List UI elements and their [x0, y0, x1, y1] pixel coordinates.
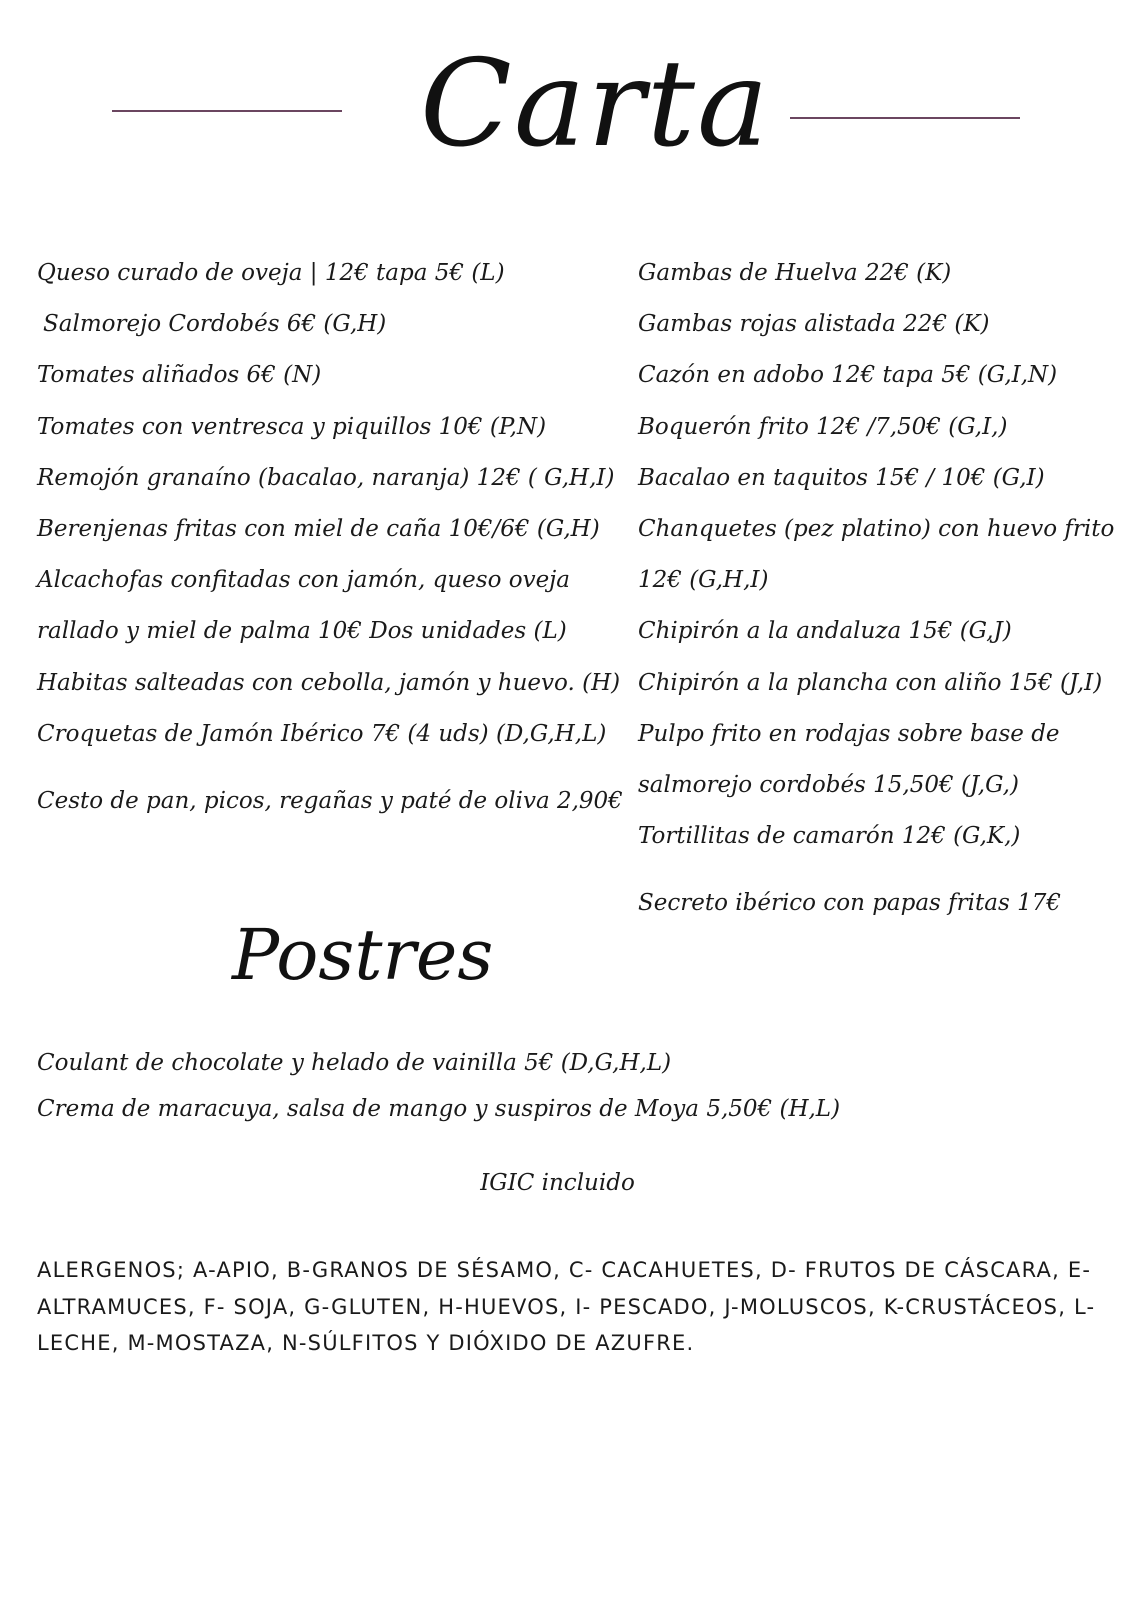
menu-left-column [37, 248, 623, 827]
menu-item: Cesto de pan, picos, regañas y paté de oliva 2,90€ [37, 788, 623, 815]
dessert-item: Crema de maracuya, salsa de mango y suspiros de Moya 5,50€ (H,L) [37, 1096, 841, 1122]
tax-note: IGIC incluido [480, 1170, 635, 1196]
menu-item: Berenjenas fritas con miel de caña 10€/6€ (G,H) [37, 516, 600, 543]
menu-item: Tortillitas de camarón 12€ (G,K,) [638, 823, 1021, 850]
page-title: Carta [420, 35, 771, 174]
menu-item: Croquetas de Jamón Ibérico 7€ (4 uds) (D,G,H,L) [37, 720, 607, 747]
menu-item: Queso curado de oveja | 12€ tapa 5€ (L) [37, 260, 505, 286]
menu-item: Pulpo frito en rodajas sobre base de [638, 720, 1060, 747]
menu-item: Chipirón a la andaluza 15€ (G,J) [638, 618, 1012, 645]
menu-item: Secreto ibérico con papas fritas 17€ [638, 890, 1062, 917]
menu-item: Tomates aliñados 6€ (N) [37, 362, 322, 389]
menu-item: Remojón granaíno (bacalao, naranja) 12€ ( G,H,I) [37, 464, 615, 491]
menu-item: Bacalao en taquitos 15€ / 10€ (G,I) [638, 464, 1045, 491]
menu-item: Tomates con ventresca y piquillos 10€ (P,N) [37, 413, 547, 440]
menu-right-column [638, 248, 1118, 930]
title-rule-left [112, 110, 342, 112]
desserts-title: Postres [232, 914, 494, 996]
menu-item: Alcachofas confitadas con jamón, queso oveja [37, 567, 571, 594]
menu-item: Cazón en adobo 12€ tapa 5€ (G,I,N) [638, 362, 1058, 389]
menu-item: 12€ (G,H,I) [638, 567, 769, 594]
dessert-item: Coulant de chocolate y helado de vainilla 5€ (D,G,H,L) [37, 1050, 672, 1076]
menu-item: Chipirón a la plancha con aliño 15€ (J,I) [638, 669, 1103, 696]
desserts-list [37, 1040, 1097, 1132]
menu-item: Habitas salteadas con cebolla, jamón y huevo. (H) [37, 669, 621, 696]
menu-item: Chanquetes (pez platino) con huevo frito [638, 516, 1115, 543]
menu-item: Gambas rojas alistada 22€ (K) [638, 311, 990, 338]
title-rule-right [790, 117, 1020, 119]
allergens-legend: ALERGENOS; A-APIO, B-GRANOS DE SÉSAMO, C- CACAHUETES, D- FRUTOS DE CÁSCARA, E-ALTRAMUCES, F- SOJA, G-GLUTEN, H-HUEVOS, I- PESCADO, J-MOLUSCOS, K-CRUSTÁCEOS, L-LECHE, M-MOSTAZA, N-SÚLFITOS Y DIÓXIDO DE AZUFRE. [37, 1258, 1096, 1355]
menu-item: Gambas de Huelva 22€ (K) [638, 260, 952, 286]
menu-item: Salmorejo Cordobés 6€ (G,H) [43, 311, 387, 338]
menu-item: salmorejo cordobés 15,50€ (J,G,) [638, 772, 1019, 799]
menu-item: rallado y miel de palma 10€ Dos unidades (L) [37, 618, 567, 645]
menu-item: Boquerón frito 12€ /7,50€ (G,I,) [638, 413, 1008, 440]
